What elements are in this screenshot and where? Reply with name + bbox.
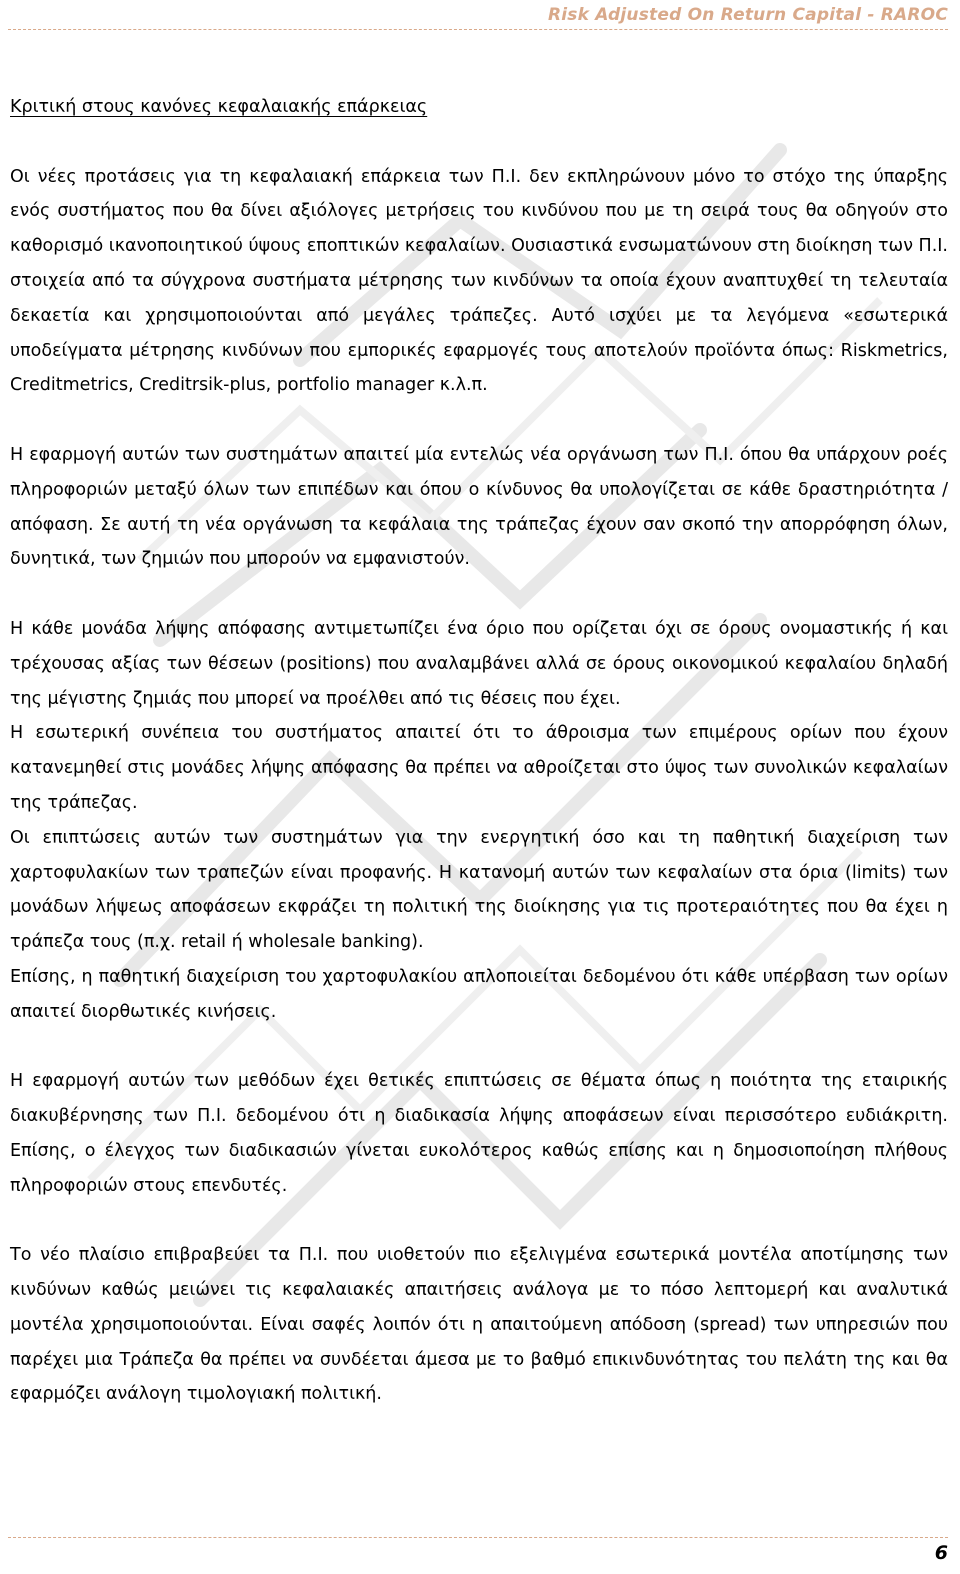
paragraph: Η εσωτερική συνέπεια του συστήματος απαιτεί ότι το άθροισμα των επιμέρους ορίων που έχουν κατανεμηθεί στις μονάδες λήψης απόφασης θα πρέπει να αθροίζεται στο ύψος των συνολικών κεφαλαίων της τράπεζας.: [10, 723, 948, 813]
paragraph: Η κάθε μονάδα λήψης απόφασης αντιμετωπίζει ένα όριο που ορίζεται όχι σε όρους ονομαστικής ή και τρέχουσας αξίας των θέσεων (positions) που αναλαμβάνει αλλά σε όρους οικονομικού κεφαλαίου δηλαδή της μέγιστης ζημιάς που μπορεί να προέλθει από τις θέσεις που έχει.: [10, 618, 948, 709]
paragraph: Οι επιπτώσεις αυτών των συστημάτων για την ενεργητική όσο και τη παθητική διαχείριση των χαρτοφυλακίων των τραπεζών είναι προφανής. Η κατανομή αυτών των κεφαλαίων στα όρια (limits) των μονάδων λήψεως αποφάσεων εκφράζει τη πολιτική της διοίκησης για τις προτεραιότητες που θα έχει η τράπεζα τους (π.χ. retail ή wholesale banking).: [10, 827, 948, 953]
section-heading: Κριτική στους κανόνες κεφαλαιακής επάρκειας: [10, 97, 428, 117]
header-divider: [8, 29, 948, 30]
paragraph: Η εφαρμογή αυτών των συστημάτων απαιτεί μία εντελώς νέα οργάνωση των Π.Ι. όπου θα υπάρχουν ροές πληροφοριών μεταξύ όλων των επιπέδων και όπου ο κίνδυνος θα υπολογίζεται σε κάθε δραστηριότητα / απόφαση. Σε αυτή τη νέα οργάνωση τα κεφάλαια της τράπεζας έχουν σαν σκοπό την απορρόφηση όλων, δυνητικά, των ζημιών που μπορούν να εμφανιστούν.: [10, 444, 948, 570]
page-number: 6: [934, 1542, 948, 1564]
spacer: [10, 125, 948, 160]
paragraph: Οι νέες προτάσεις για τη κεφαλαιακή επάρκεια των Π.Ι. δεν εκπληρώνουν μόνο το στόχο της ύπαρξης ενός συστήματος που θα δίνει αξιόλογες μετρήσεις του κινδύνου που με τη σειρά τους θα οδηγούν στο καθορισμό ικανοποιητικού ύψους εποπτικών κεφαλαίων. Ουσιαστικά ενσωματώνουν στη διοίκηση των Π.Ι. στοιχεία από τα σύγχρονα συστήματα μέτρησης των κινδύνων τα οποία έχουν αναπτυχθεί τη τελευταία δεκαετία και χρησιμοποιούνται από μεγάλες τράπεζες. Αυτό ισχύει με τα λεγόμενα «εσωτερικά υποδείγματα μέτρησης κινδύνων που εμπορικές εφαρμογές τους αποτελούν προϊόντα όπως: Riskmetrics, Creditmetrics, Creditrsik-plus, portfolio manager κ.λ.π.: [10, 166, 948, 396]
document-body: [10, 90, 948, 1412]
footer-divider: [8, 1537, 948, 1538]
paragraph: Το νέο πλαίσιο επιβραβεύει τα Π.Ι. που υιοθετούν πιο εξελιγμένα εσωτερικά μοντέλα αποτίμησης των κινδύνων καθώς μειώνει τις κεφαλαιακές απαιτήσεις ανάλογα με το πόσο λεπτομερή και αναλυτικά μοντέλα χρησιμοποιούνται. Είναι σαφές λοιπόν ότι η απαιτούμενη απόδοση (spread) των υπηρεσιών που παρέχει μια Τράπεζα θα πρέπει να συνδέεται άμεσα με το βαθμό επικινδυνότητας του πελάτη της και θα εφαρμόζει ανάλογη τιμολογιακή πολιτική.: [10, 1245, 948, 1405]
spacer: [10, 403, 948, 438]
spacer: [10, 1204, 948, 1239]
paragraph: Η εφαρμογή αυτών των μεθόδων έχει θετικές επιπτώσεις σε θέματα όπως η ποιότητα της εταιρικής διακυβέρνησης των Π.Ι. δεδομένου ότι η διαδικασία λήψης αποφάσεων είναι περισσότερο ευδιάκριτη. Επίσης, ο έλεγχος των διαδικασιών γίνεται ευκολότερος καθώς επίσης και η δημοσιοποίηση πλήθους πληροφοριών στους επενδυτές.: [10, 1071, 948, 1196]
paragraph: Επίσης, η παθητική διαχείριση του χαρτοφυλακίου απλοποιείται δεδομένου ότι κάθε υπέρβαση των ορίων απαιτεί διορθωτικές κινήσεις.: [10, 966, 948, 1022]
spacer: [10, 577, 948, 612]
header-title: Risk Adjusted On Return Capital - RAROC: [547, 5, 948, 25]
spacer: [10, 1030, 948, 1065]
